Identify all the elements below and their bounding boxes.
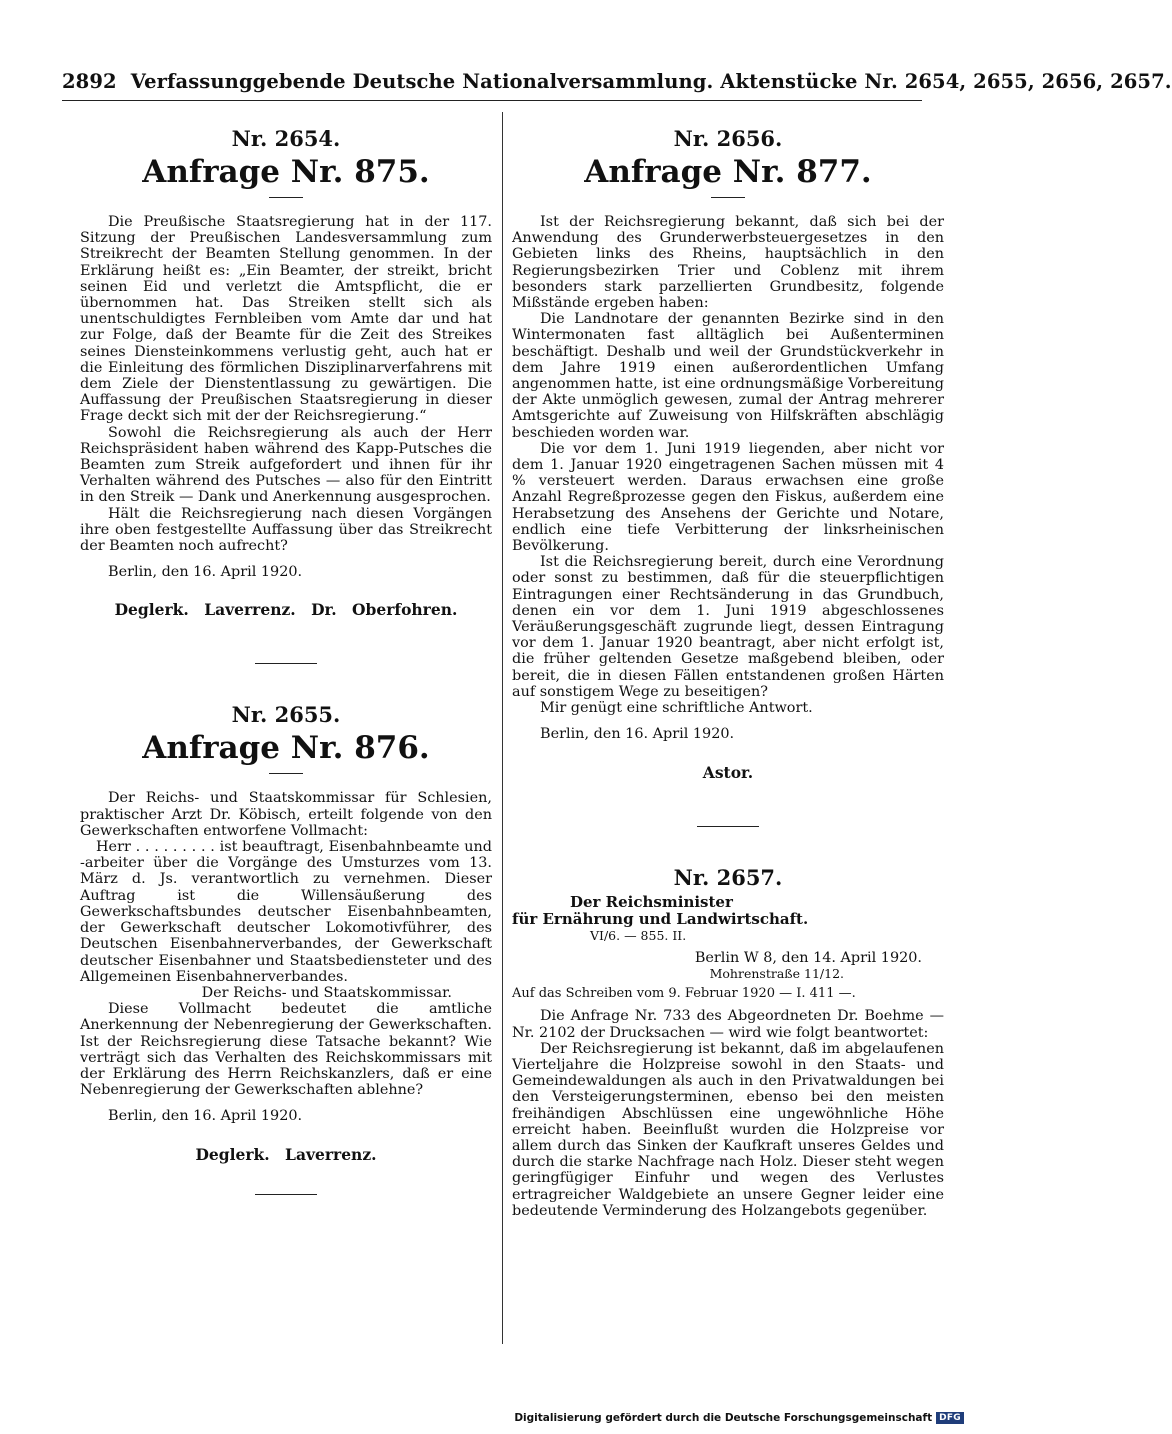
section-number: Nr. 2654. bbox=[231, 126, 341, 151]
date-line: Berlin, den 16. April 1920. bbox=[108, 564, 303, 581]
title-rule bbox=[269, 197, 303, 198]
file-reference: VI/6. — 855. II. bbox=[590, 927, 687, 943]
section-rule bbox=[255, 1194, 317, 1195]
paragraph: Die vor dem 1. Juni 1919 liegenden, aber nicht vor dem 1. Januar 1920 eingetragenen Sachen müssen mit 4 % versteuert werden. Daraus erwachsen eine große Anzahl Regreßprozesse gegen den Fiskus, außerdem eine Herabsetzung des Ansehens der Gerichte und Notare, endlich eine tiefe Verbitterung der linksrheinischen Bevölkerung. bbox=[512, 440, 944, 555]
letter-reference: Auf das Schreiben vom 9. Februar 1920 — I. 411 —. bbox=[512, 986, 856, 1002]
footer-text: Digitalisierung gefördert durch die Deutsche Forschungsgemeinschaft bbox=[514, 1412, 933, 1424]
section-2654 bbox=[80, 126, 492, 619]
street-address: Mohrenstraße 11/12. bbox=[709, 965, 844, 981]
title-rule bbox=[711, 197, 745, 198]
title-rule bbox=[269, 773, 303, 774]
left-column bbox=[80, 112, 492, 1195]
section-2657 bbox=[512, 865, 944, 1219]
anfrage-title: Anfrage Nr. 875. bbox=[142, 154, 430, 190]
paragraph: Sowohl die Reichsregierung als auch der Herr Reichspräsident haben während des Kapp-Putsches die Beamten zum Streik aufgefordert und ihnen für ihr Verhalten während des Putsches — also für den Eintritt in den Streik — Dank und Anerkennung ausgesprochen. bbox=[80, 424, 492, 506]
section-rule bbox=[697, 826, 759, 827]
quote-signature: Der Reichs- und Staatskommissar. bbox=[201, 984, 452, 1001]
paragraph: Herr . . . . . . . . . ist beauftragt, Eisenbahnbeamte und -arbeiter über die Vorgänge des Umsturzes vom 13. März d. Js. verantwortlich zu vernehmen. Dieser Auftrag ist die Willensäußerung des Gewerkschaftsbundes deutscher Eisenbahnbeamten, der Gewerkschaft deutscher Lokomotivführer, des Deutschen Eisenbahnerverbandes, der Gewerkschaft deutscher Eisenbahner und Staatsbediensteter und des Allgemeinen Eisenbahnerverbandes. bbox=[80, 839, 492, 985]
page-number: 2892 bbox=[62, 70, 117, 93]
right-column bbox=[512, 112, 944, 1219]
paragraph: Der Reichs- und Staatskommissar für Schlesien, praktischer Arzt Dr. Köbisch, erteilt folgende von den Gewerkschaften entworfene Vollmacht: bbox=[80, 790, 492, 839]
paragraph: Ist der Reichsregierung bekannt, daß sich bei der Anwendung des Grunderwerbsteuergesetzes in den Gebieten links des Rheins, hauptsächlich in den Regierungsbezirken Trier und Coblenz mit ihrem besonders stark parzellierten Grundbesitz, folgende Mißstände ergeben haben: bbox=[512, 214, 944, 312]
paragraph: Der Reichsregierung ist bekannt, daß im abgelaufenen Vierteljahre die Holzpreise sowohl in den Staats- und Gemeindewaldungen als auch in den Privatwaldungen bei den Versteigerungsterminen, ebenso bei den meisten freihändigen Abschlüssen eine ungewöhnliche Höhe erreicht haben. Beeinflußt wurden die Holzpreise vor allem durch das Sinken der Kaufkraft unseres Geldes und durch die starke Nachfrage nach Holz. Dieser steht wegen geringfügiger Einfuhr und wegen des Verlustes ertragreicher Waldgebiete an unsere Gegner leider eine bedeutende Verminderung des Holzangebots gegenüber. bbox=[512, 1040, 944, 1219]
paragraph: Hält die Reichsregierung nach diesen Vorgängen ihre oben festgestellte Auffassung über das Streikrecht der Beamten noch aufrecht? bbox=[80, 505, 492, 555]
section-rule bbox=[255, 663, 317, 664]
section-number: Nr. 2657. bbox=[673, 864, 783, 890]
signatures: Deglerk. Laverrenz. bbox=[195, 1144, 377, 1164]
paragraph: Die Preußische Staatsregierung hat in der 117. Sitzung der Preußischen Landesversammlung zum Streikrecht der Beamten Stellung genommen. In der Erklärung heißt es: „Ein Beamter, der streikt, bricht seinen Eid und verletzt die Amtspflicht, die er übernommen hat. Das Streiken stellt sich als unentschuldigtes Fernbleiben vom Amte dar und hat zur Folge, daß der Beamte für die Zeit des Streikes seines Diensteinkommens verlustig geht, auch hat er die Einleitung des förmlichen Disziplinarverfahrens mit dem Ziele der Dienstentlassung zu gewärtigen. Die Auffassung der Preußischen Staatsregierung in dieser Frage deckt sich mit der der Reichsregierung.“ bbox=[80, 214, 492, 425]
date-line: Berlin, den 16. April 1920. bbox=[540, 726, 735, 743]
signatures: Deglerk. Laverrenz. Dr. Oberfohren. bbox=[114, 600, 458, 620]
section-2655 bbox=[80, 702, 492, 1194]
header-title: Verfassunggebende Deutsche Nationalversammlung. Aktenstücke Nr. 2654, 2655, 2656, 2657. bbox=[130, 70, 1172, 93]
signatures: Astor. bbox=[702, 762, 754, 782]
location-date: Berlin W 8, den 14. April 1920. bbox=[694, 949, 922, 966]
paragraph: Ist die Reichsregierung bereit, durch eine Verordnung oder sonst zu bestimmen, daß für die steuerpflichtigen Eintragungen einer Rechtsänderung in das Grundbuch, denen ein vor dem 1. Juni 1919 abgeschlossenes Veräußerungsgeschäft zugrunde liegt, dessen Eintragung vor dem 1. Januar 1920 beantragt, aber nicht erfolgt ist, die früher geltenden Gesetze maßgebend bleiben, oder bereit, die in diesen Fällen entstandenen großen Härten auf sonstigem Wege zu beseitigen? bbox=[512, 554, 944, 700]
header-rule bbox=[62, 100, 922, 101]
anfrage-title: Anfrage Nr. 877. bbox=[584, 154, 872, 190]
ministry-line-2: für Ernährung und Landwirtschaft. bbox=[512, 909, 809, 928]
section-number: Nr. 2656. bbox=[673, 126, 783, 151]
date-line: Berlin, den 16. April 1920. bbox=[108, 1108, 303, 1125]
paragraph: Die Anfrage Nr. 733 des Abgeordneten Dr. Boehme — Nr. 2102 der Drucksachen — wird wie folgt beantwortet: bbox=[512, 1008, 944, 1041]
dfg-logo-icon: DFG bbox=[936, 1412, 964, 1424]
ministry-heading bbox=[512, 894, 944, 928]
section-2656 bbox=[512, 126, 944, 782]
section-number: Nr. 2655. bbox=[231, 702, 341, 728]
anfrage-title: Anfrage Nr. 876. bbox=[142, 730, 430, 767]
paragraph: Die Landnotare der genannten Bezirke sind in den Wintermonaten fast alltäglich bei Außenterminen beschäftigt. Deshalb und weil der Grundstückverkehr in dem Jahre 1919 einen außerordentlichen Umfang angenommen hatte, ist eine ordnungsmäßige Vorbereitung der Akte unmöglich gewesen, zumal der Antrag mehrerer Amtsgerichte auf Zuweisung von Hilfskräften abschlägig beschieden worden war. bbox=[512, 311, 944, 441]
ministry-line-1: Der Reichsminister bbox=[570, 892, 733, 911]
paragraph: Mir genügt eine schriftliche Antwort. bbox=[540, 700, 813, 717]
page-header bbox=[62, 70, 1172, 93]
vollmacht-quote bbox=[80, 839, 492, 1001]
column-divider bbox=[502, 112, 503, 1344]
digitization-footer bbox=[514, 1412, 964, 1424]
paragraph: Diese Vollmacht bedeutet die amtliche Anerkennung der Nebenregierung der Gewerkschaften. Ist der Reichsregierung diese Tatsache bekannt? Wie verträgt sich das Verhalten des Reichskommissars mit der Erklärung des Herrn Reichskanzlers, daß er eine Nebenregierung der Gewerkschaften ablehne? bbox=[80, 1001, 492, 1099]
